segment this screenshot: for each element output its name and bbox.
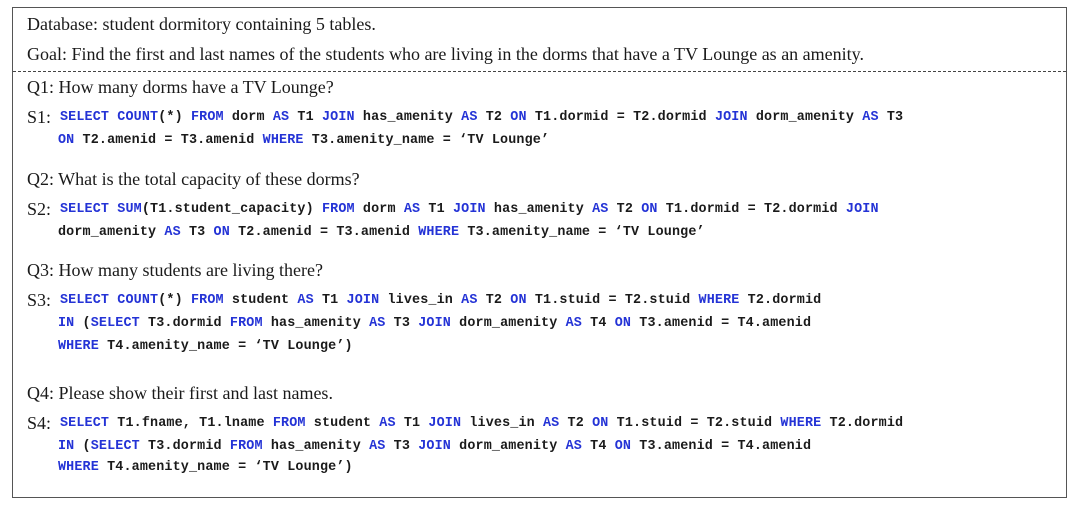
sql-keyword: AS <box>862 110 879 125</box>
sql-4-line-3 <box>58 460 353 475</box>
sql-text: (*) <box>158 293 191 308</box>
sql-keyword: ON <box>614 439 632 454</box>
sql-keyword: AS <box>461 293 478 308</box>
sql-label-4: S4: <box>27 413 52 433</box>
sql-keyword: ON <box>641 202 658 217</box>
sql-keyword: JOIN <box>452 202 486 217</box>
sql-keyword: ON <box>213 225 230 240</box>
sql-1-line-1 <box>60 110 903 125</box>
sql-text: T1 <box>395 416 429 431</box>
sql-keyword: AS <box>379 416 396 431</box>
sql-label-1: S1: <box>27 107 52 127</box>
sql-text: T4.amenity_name = ‘TV Lounge’) <box>98 339 353 354</box>
sql-keyword: FROM <box>190 110 224 125</box>
sql-3-line-1 <box>60 293 821 308</box>
sql-text: T1 <box>289 110 322 125</box>
sql-2-line-2 <box>58 225 705 240</box>
sql-keyword: ON <box>58 133 75 148</box>
sql-text: T2 <box>477 293 511 308</box>
sql-text: T3 <box>385 439 419 454</box>
sql-text: T2 <box>559 416 593 431</box>
sql-keyword: SELECT <box>90 316 140 331</box>
sql-text: T3 <box>180 225 214 240</box>
sql-keyword: IN <box>58 439 75 454</box>
sql-text: T3.dormid <box>139 316 230 331</box>
sql-text: T3 <box>878 110 904 125</box>
sql-keyword: FROM <box>229 439 263 454</box>
sql-keyword: JOIN <box>418 316 451 331</box>
sql-text: T3.amenity_name = ‘TV Lounge’ <box>303 133 550 148</box>
sql-text: dorm_amenity <box>58 225 165 240</box>
sql-text: T2 <box>477 110 511 125</box>
sql-keyword: FROM <box>321 202 355 217</box>
sql-keyword: AS <box>164 225 181 240</box>
sql-keyword: SELECT COUNT <box>60 110 159 125</box>
question-1: Q1: How many dorms have a TV Lounge? <box>27 77 334 97</box>
sql-keyword: SELECT <box>60 416 110 431</box>
sql-text: T3.dormid <box>139 439 230 454</box>
sql-4-line-2 <box>58 439 811 454</box>
sql-text: T1.fname, T1.lname <box>109 416 273 431</box>
sql-text: T1.dormid = T2.dormid <box>657 202 846 217</box>
sql-text: T2.dormid <box>739 293 822 308</box>
sql-text: ( <box>74 439 91 454</box>
sql-text: dorm <box>354 202 404 217</box>
question-2: Q2: What is the total capacity of these dorms? <box>27 169 360 189</box>
sql-keyword: JOIN <box>321 110 355 125</box>
sql-text: dorm_amenity <box>747 110 863 125</box>
sql-text: T4 <box>581 439 615 454</box>
sql-keyword: JOIN <box>418 439 451 454</box>
sql-text: T2 <box>608 202 642 217</box>
sql-text: ( <box>74 316 91 331</box>
sql-keyword: AS <box>461 110 478 125</box>
database-description: Database: student dormitory containing 5 tables. <box>27 14 376 34</box>
sql-keyword: AS <box>565 316 582 331</box>
sql-keyword: ON <box>614 316 632 331</box>
dashed-divider <box>13 71 1066 72</box>
sql-text: (*) <box>158 110 191 125</box>
sql-keyword: JOIN <box>845 202 879 217</box>
sql-keyword: ON <box>510 293 527 308</box>
sql-text: dorm_amenity <box>450 439 566 454</box>
sql-text: lives_in <box>379 293 462 308</box>
figure-box <box>12 7 1067 498</box>
sql-text: T3.amenid = T4.amenid <box>631 439 812 454</box>
question-4: Q4: Please show their first and last names. <box>27 383 333 403</box>
sql-text: has_amenity <box>354 110 462 125</box>
sql-text: T4 <box>581 316 615 331</box>
sql-text: T2.dormid <box>821 416 904 431</box>
sql-text: T3.amenity_name = ‘TV Lounge’ <box>459 225 705 240</box>
sql-1-line-2 <box>58 133 549 148</box>
sql-text: T2.amenid = T3.amenid <box>229 225 419 240</box>
sql-keyword: AS <box>543 416 560 431</box>
sql-keyword: FROM <box>272 416 306 431</box>
sql-keyword: AS <box>403 202 421 217</box>
sql-text: T1 <box>420 202 453 217</box>
sql-text: dorm <box>223 110 273 125</box>
sql-text: lives_in <box>461 416 543 431</box>
sql-label-2: S2: <box>27 199 52 219</box>
sql-keyword: AS <box>369 439 386 454</box>
sql-3-line-3 <box>58 339 353 354</box>
sql-keyword: SELECT SUM <box>60 202 142 217</box>
sql-text: has_amenity <box>262 439 370 454</box>
sql-keyword: WHERE <box>780 416 822 431</box>
sql-text: T4.amenity_name = ‘TV Lounge’) <box>98 460 353 475</box>
sql-keyword: AS <box>297 293 314 308</box>
sql-keyword: IN <box>58 316 75 331</box>
sql-keyword: WHERE <box>698 293 740 308</box>
sql-text: T1.stuid = T2.stuid <box>608 416 781 431</box>
sql-text: has_amenity <box>485 202 593 217</box>
sql-text: T3.amenid = T4.amenid <box>631 316 812 331</box>
sql-keyword: WHERE <box>262 133 304 148</box>
sql-keyword: ON <box>510 110 527 125</box>
sql-keyword: WHERE <box>58 460 99 475</box>
sql-keyword: AS <box>369 316 386 331</box>
sql-text: T3 <box>385 316 419 331</box>
sql-keyword: AS <box>592 202 609 217</box>
sql-text: T1.dormid = T2.dormid <box>526 110 715 125</box>
sql-3-line-2 <box>58 316 811 331</box>
sql-text: T1 <box>313 293 347 308</box>
sql-text: has_amenity <box>262 316 370 331</box>
sql-keyword: SELECT <box>90 439 140 454</box>
sql-keyword: SELECT COUNT <box>60 293 159 308</box>
question-3: Q3: How many students are living there? <box>27 260 323 280</box>
sql-keyword: FROM <box>190 293 224 308</box>
sql-keyword: JOIN <box>428 416 462 431</box>
sql-keyword: AS <box>565 439 582 454</box>
sql-2-line-1 <box>60 202 879 217</box>
goal-description: Goal: Find the first and last names of the students who are living in the dorms that have a TV Lounge as an amenity. <box>27 44 864 64</box>
sql-label-3: S3: <box>27 290 52 310</box>
sql-keyword: JOIN <box>714 110 748 125</box>
sql-text: dorm_amenity <box>450 316 566 331</box>
sql-text: T1.stuid = T2.stuid <box>526 293 699 308</box>
sql-text: T2.amenid = T3.amenid <box>74 133 263 148</box>
sql-text: student <box>305 416 380 431</box>
sql-keyword: WHERE <box>58 339 99 354</box>
sql-keyword: AS <box>272 110 290 125</box>
sql-keyword: JOIN <box>346 293 380 308</box>
sql-text: (T1.student_capacity) <box>141 202 322 217</box>
sql-keyword: WHERE <box>418 225 460 240</box>
sql-keyword: FROM <box>229 316 263 331</box>
sql-4-line-1 <box>60 416 903 431</box>
sql-text: student <box>223 293 298 308</box>
sql-keyword: ON <box>592 416 609 431</box>
